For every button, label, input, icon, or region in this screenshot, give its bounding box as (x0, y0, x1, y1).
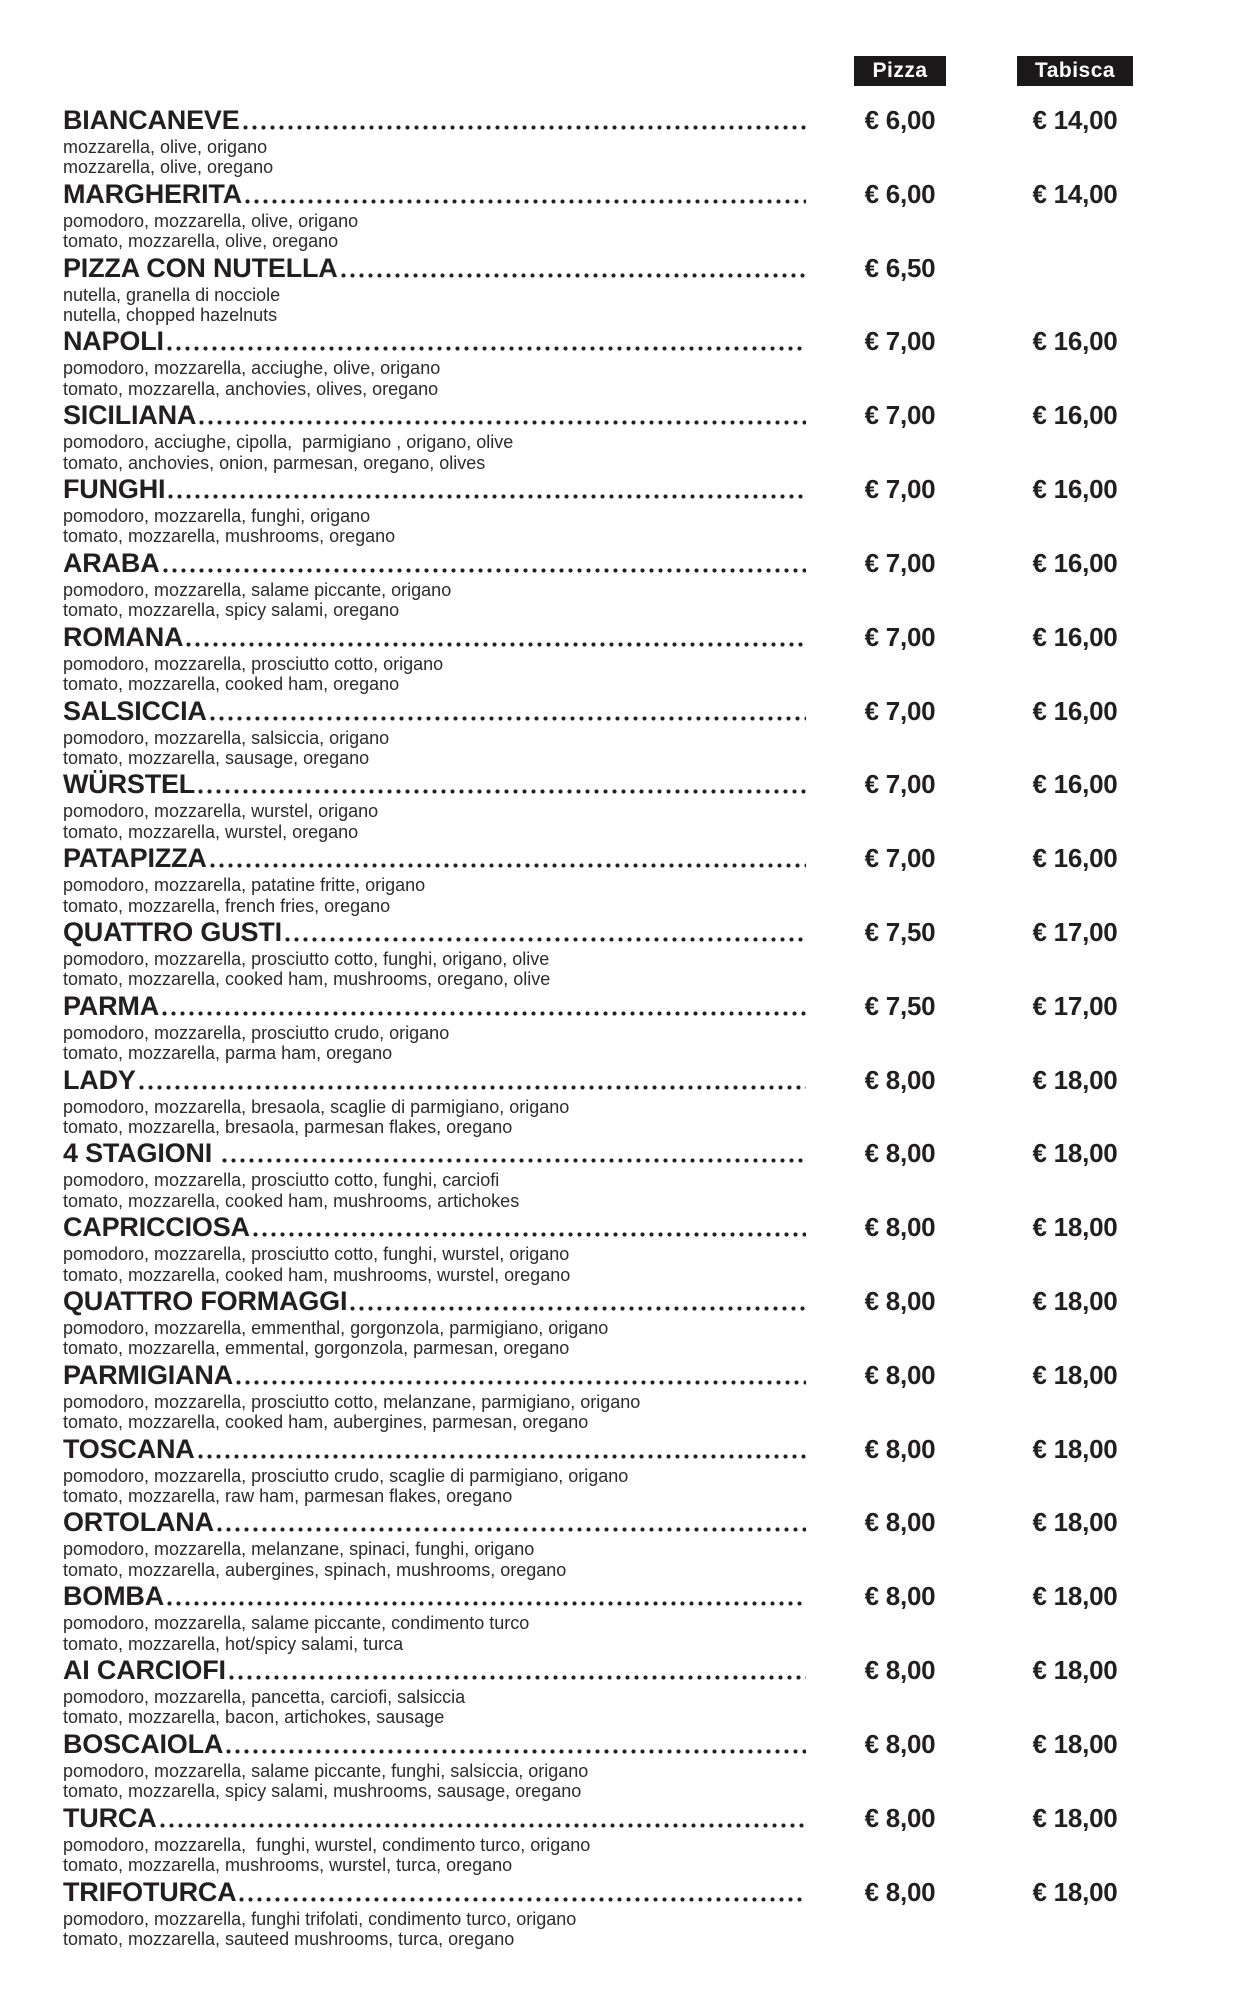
menu-item-ingredients-italian: pomodoro, mozzarella, prosciutto cotto, origano (63, 653, 444, 674)
menu-item-price-pizza: € 8,00 (864, 1359, 936, 1390)
menu-item-name-row (63, 1876, 1166, 1909)
menu-item-price-tabisca: € 18,00 (1032, 1507, 1118, 1538)
menu-item-name-cell (63, 1064, 816, 1097)
menu-item-name-cell (63, 990, 816, 1023)
menu-item-name: ORTOLANA (63, 1507, 214, 1538)
dot-leader (196, 789, 806, 794)
menu-item-name: PARMIGIANA (63, 1359, 233, 1390)
menu-item-price-tabisca (984, 252, 1166, 285)
menu-item (63, 1211, 1166, 1285)
menu-item-price-pizza: € 7,00 (864, 843, 936, 874)
menu-item-price-pizza: € 6,50 (864, 252, 936, 283)
menu-item-price-pizza: € 8,00 (864, 1433, 936, 1464)
menu-item-price-pizza: € 8,00 (864, 1138, 936, 1169)
menu-item-price-pizza: € 8,00 (864, 1581, 936, 1612)
menu-item-name: SALSICCIA (63, 695, 207, 726)
menu-item-name: BOSCAIOLA (63, 1728, 224, 1759)
menu-item-price-pizza: € 7,50 (864, 916, 936, 947)
menu-item-ingredients-english: tomato, mozzarella, olive, oregano (63, 231, 339, 252)
menu-item-price-pizza: € 8,00 (864, 1876, 936, 1907)
dot-leader (243, 199, 806, 204)
menu-item-name-cell (63, 547, 816, 580)
menu-item (63, 178, 1166, 252)
menu-item-name-cell (63, 1728, 816, 1761)
menu-item-price-pizza: € 7,50 (864, 990, 936, 1021)
dot-leader (227, 1675, 806, 1680)
menu-item-name-row (63, 1137, 1166, 1170)
menu-item-ingredients-english: tomato, mozzarella, anchovies, olives, oregano (63, 378, 439, 399)
menu-item (63, 1876, 1166, 1950)
menu-item-price-tabisca: € 17,00 (1032, 916, 1118, 947)
menu-item-name-cell (63, 1137, 816, 1170)
dot-leader (220, 1158, 806, 1163)
menu-item (63, 1580, 1166, 1654)
menu-item-ingredients-english: tomato, mozzarella, cooked ham, oregano (63, 674, 400, 695)
menu-item (63, 990, 1166, 1064)
menu-item-ingredients-italian: pomodoro, mozzarella, acciughe, olive, origano (63, 358, 441, 379)
menu-item-ingredients-english: tomato, mozzarella, cooked ham, mushrooms, artichokes (63, 1190, 520, 1211)
menu-item-price-pizza: € 8,00 (864, 1728, 936, 1759)
menu-item-name: PARMA (63, 990, 159, 1021)
menu-item-ingredients-english: tomato, mozzarella, spicy salami, mushrooms, sausage, oregano (63, 1781, 582, 1802)
dot-leader (348, 1306, 806, 1311)
menu-item-name: WÜRSTEL (63, 769, 196, 800)
menu-item-price-pizza: € 8,00 (864, 1655, 936, 1686)
menu-item-name-row (63, 1285, 1166, 1318)
menu-item-name-row (63, 1211, 1166, 1244)
dot-leader (165, 346, 806, 351)
menu-item-list (63, 104, 1166, 1949)
menu-item-ingredients-italian: pomodoro, mozzarella, prosciutto cotto, funghi, origano, olive (63, 948, 550, 969)
menu-item (63, 399, 1166, 473)
menu-item-price-tabisca: € 16,00 (1032, 400, 1118, 431)
menu-item-price-pizza: € 7,00 (864, 474, 936, 505)
menu-item-name: QUATTRO GUSTI (63, 916, 282, 947)
menu-item-ingredients-italian: pomodoro, mozzarella, olive, origano (63, 210, 359, 231)
menu-item-name: CAPRICCIOSA (63, 1212, 250, 1243)
menu-item-name: PIZZA CON NUTELLA (63, 252, 338, 283)
menu-item-name-cell (63, 1654, 816, 1687)
menu-item-name-cell (63, 1359, 816, 1392)
menu-item-ingredients-english: tomato, mozzarella, wurstel, oregano (63, 821, 359, 842)
menu-item-price-pizza: € 8,00 (864, 1802, 936, 1833)
menu-item-name: SICILIANA (63, 400, 197, 431)
dot-leader (251, 1232, 806, 1237)
dot-leader (165, 1601, 806, 1606)
menu-item-name-cell (63, 621, 816, 654)
menu-item-ingredients-english: tomato, mozzarella, bresaola, parmesan flakes, oregano (63, 1116, 513, 1137)
dot-leader (237, 1897, 806, 1902)
menu-item-name-row (63, 325, 1166, 358)
menu-item-price-pizza: € 8,00 (864, 1286, 936, 1316)
menu-item-price-tabisca: € 18,00 (1032, 1138, 1118, 1169)
menu-item-ingredients-italian: pomodoro, mozzarella, bresaola, scaglie di parmigiano, origano (63, 1096, 570, 1117)
menu-item-name-cell (63, 1876, 816, 1909)
menu-item-name-row (63, 547, 1166, 580)
menu-item-ingredients-english: tomato, mozzarella, cooked ham, mushrooms, wurstel, oregano (63, 1264, 571, 1285)
menu-item-ingredients-italian: pomodoro, mozzarella, funghi trifolati, condimento turco, origano (63, 1908, 577, 1929)
menu-item-ingredients-english: tomato, mozzarella, parma ham, oregano (63, 1043, 393, 1064)
pizza-column-badge: Pizza (854, 56, 945, 86)
dot-leader (224, 1749, 806, 1754)
menu-item-name: NAPOLI (63, 326, 164, 357)
menu-item-ingredients-english: tomato, mozzarella, mushrooms, wurstel, turca, oregano (63, 1855, 513, 1876)
menu-item-price-tabisca: € 18,00 (1032, 1655, 1118, 1686)
menu-item-price-pizza: € 7,00 (864, 326, 936, 357)
menu-item-name-cell (63, 1211, 816, 1244)
menu-item-name: FUNGHI (63, 474, 166, 505)
dot-leader (161, 568, 807, 573)
menu-item-name-cell (63, 1285, 816, 1318)
menu-item-price-pizza: € 7,00 (864, 621, 936, 652)
menu-item (63, 1654, 1166, 1728)
menu-item-price-tabisca: € 16,00 (1032, 326, 1118, 357)
menu-item-ingredients-italian: pomodoro, mozzarella, pancetta, carciofi, salsiccia (63, 1687, 466, 1708)
menu-item-name-cell (63, 178, 816, 211)
menu-item (63, 1359, 1166, 1433)
menu-item-ingredients-english: tomato, mozzarella, hot/spicy salami, turca (63, 1633, 404, 1654)
menu-item-name: TRIFOTURCA (63, 1876, 237, 1907)
menu-item-ingredients-english: tomato, mozzarella, emmental, gorgonzola, parmesan, oregano (63, 1338, 570, 1359)
menu-item (63, 1728, 1166, 1802)
menu-item-price-tabisca: € 18,00 (1032, 1802, 1118, 1833)
menu-item-ingredients-italian: nutella, granella di nocciole (63, 284, 281, 305)
menu-item-name: ROMANA (63, 621, 184, 652)
menu-item-ingredients-italian: pomodoro, acciughe, cipolla, parmigiano , origano, olive (63, 432, 514, 453)
menu-item-ingredients-italian: pomodoro, mozzarella, prosciutto crudo, scaglie di parmigiano, origano (63, 1465, 629, 1486)
menu-item-ingredients-italian: pomodoro, mozzarella, salame piccante, condimento turco (63, 1613, 530, 1634)
menu-item-name-cell (63, 1433, 816, 1466)
dot-leader (234, 1380, 806, 1385)
menu-item-ingredients-italian: pomodoro, mozzarella, salsiccia, origano (63, 727, 390, 748)
menu-item-price-tabisca: € 18,00 (1032, 1286, 1118, 1316)
tabisca-column-badge: Tabisca (1017, 56, 1133, 86)
menu-item-ingredients-italian: mozzarella, olive, origano (63, 137, 268, 157)
menu-item-ingredients-english: nutella, chopped hazelnuts (63, 305, 278, 326)
menu-item (63, 473, 1166, 547)
menu-item (63, 1285, 1166, 1359)
menu-item-ingredients-english: tomato, mozzarella, aubergines, spinach, mushrooms, oregano (63, 1559, 567, 1580)
menu-item (63, 1137, 1166, 1211)
menu-item-price-pizza: € 7,00 (864, 400, 936, 431)
menu-item-price-tabisca: € 17,00 (1032, 990, 1118, 1021)
menu-item-price-tabisca: € 16,00 (1032, 695, 1118, 726)
menu-item-name: ARABA (63, 547, 160, 578)
price-column-header-row (63, 56, 1166, 86)
tabisca-column-header-cell (984, 56, 1166, 86)
menu-item-name-row (63, 842, 1166, 875)
menu-item-price-tabisca: € 18,00 (1032, 1728, 1118, 1759)
menu-item-name-row (63, 178, 1166, 211)
menu-item-ingredients-english: tomato, mozzarella, cooked ham, aubergines, parmesan, oregano (63, 1412, 589, 1433)
menu-item-name: TOSCANA (63, 1433, 195, 1464)
menu-item-name-cell (63, 325, 816, 358)
menu-item-ingredients-english: mozzarella, olive, oregano (63, 157, 274, 178)
menu-item-price-tabisca: € 16,00 (1032, 547, 1118, 578)
dot-leader (283, 937, 806, 942)
menu-item-name-row (63, 473, 1166, 506)
menu-item-name: 4 STAGIONI (63, 1138, 220, 1169)
menu-item-name: QUATTRO FORMAGGI (63, 1286, 348, 1316)
menu-item-name-cell (63, 916, 816, 949)
dot-leader (208, 863, 806, 868)
menu-item-name-row (63, 768, 1166, 801)
menu-item-name-cell (63, 399, 816, 432)
menu-item-name: BOMBA (63, 1581, 164, 1612)
menu-item-name: BIANCANEVE (63, 105, 240, 135)
menu-item (63, 621, 1166, 695)
pizza-column-header-cell (816, 56, 984, 86)
menu-item-ingredients-italian: pomodoro, mozzarella, prosciutto cotto, funghi, wurstel, origano (63, 1244, 570, 1265)
menu-item-name-row (63, 1506, 1166, 1539)
menu-item (63, 1506, 1166, 1580)
menu-item-name-row (63, 621, 1166, 654)
menu-item-ingredients-english: tomato, mozzarella, spicy salami, oregano (63, 600, 400, 621)
menu-item-name-row (63, 252, 1166, 285)
menu-item (63, 1433, 1166, 1507)
menu-item-ingredients-italian: pomodoro, mozzarella, wurstel, origano (63, 801, 379, 822)
menu-item-name-cell (63, 1802, 816, 1835)
menu-item-price-pizza: € 7,00 (864, 769, 936, 800)
menu-item (63, 547, 1166, 621)
dot-leader (208, 716, 806, 721)
dot-leader (339, 273, 806, 278)
dot-leader (184, 642, 806, 647)
menu-item-price-tabisca: € 18,00 (1032, 1581, 1118, 1612)
menu-item-name-cell (63, 252, 816, 285)
menu-item-name-row (63, 1802, 1166, 1835)
menu-item (63, 842, 1166, 916)
menu-item-name-cell (63, 695, 816, 728)
menu-item-ingredients-italian: pomodoro, mozzarella, salame piccante, origano (63, 579, 452, 600)
menu-item-name-cell (63, 1506, 816, 1539)
menu-item-price-tabisca: € 14,00 (1032, 178, 1118, 209)
menu-item-name-row (63, 1580, 1166, 1613)
menu-item-price-tabisca: € 18,00 (1032, 1212, 1118, 1243)
menu-item-ingredients-english: tomato, mozzarella, french fries, oregano (63, 895, 391, 916)
menu-item-ingredients-english: tomato, mozzarella, raw ham, parmesan flakes, oregano (63, 1486, 513, 1507)
menu-item (63, 104, 1166, 178)
menu-item-ingredients-italian: pomodoro, mozzarella, funghi, wurstel, condimento turco, origano (63, 1834, 591, 1855)
dot-leader (160, 1011, 806, 1016)
menu-item (63, 1802, 1166, 1876)
menu-item-name-row (63, 916, 1166, 949)
menu-item-ingredients-italian: pomodoro, mozzarella, prosciutto cotto, funghi, carciofi (63, 1170, 500, 1191)
menu-item (63, 916, 1166, 990)
menu-item-price-tabisca: € 18,00 (1032, 1359, 1118, 1390)
menu-item-ingredients-english: tomato, mozzarella, sausage, oregano (63, 747, 370, 768)
dot-leader (215, 1527, 806, 1532)
menu-item-name: LADY (63, 1064, 136, 1095)
menu-item-name-cell (63, 842, 816, 875)
menu-item-price-pizza: € 8,00 (864, 1212, 936, 1243)
menu-item-name: TURCA (63, 1802, 157, 1833)
menu-item-ingredients-italian: pomodoro, mozzarella, prosciutto crudo, origano (63, 1022, 450, 1043)
menu-item (63, 695, 1166, 769)
menu-item-name-row (63, 104, 1166, 137)
menu-item (63, 325, 1166, 399)
menu-item-name-cell (63, 473, 816, 506)
menu-item-ingredients-italian: pomodoro, mozzarella, melanzane, spinaci, funghi, origano (63, 1539, 535, 1560)
dot-leader (196, 1454, 806, 1459)
menu-item-price-pizza: € 7,00 (864, 547, 936, 578)
menu-item-price-tabisca: € 14,00 (1032, 105, 1118, 135)
menu-item-name-cell (63, 1580, 816, 1613)
menu-item-price-tabisca: € 18,00 (1032, 1064, 1118, 1095)
dot-leader (166, 494, 806, 499)
menu-item-price-tabisca: € 18,00 (1032, 1876, 1118, 1907)
menu-item-name-row (63, 399, 1166, 432)
menu-item-name-row (63, 1064, 1166, 1097)
menu-item-name-row (63, 695, 1166, 728)
menu-item-name: PATAPIZZA (63, 843, 207, 874)
menu-item-price-pizza: € 8,00 (864, 1064, 936, 1095)
menu-item (63, 252, 1166, 326)
menu-item-ingredients-english: tomato, anchovies, onion, parmesan, oregano, olives (63, 452, 486, 473)
menu-item-ingredients-english: tomato, mozzarella, mushrooms, oregano (63, 526, 396, 547)
menu-item-price-tabisca: € 16,00 (1032, 843, 1118, 874)
menu-item-name-row (63, 1654, 1166, 1687)
menu-item-price-pizza: € 8,00 (864, 1507, 936, 1538)
menu-item-ingredients-italian: pomodoro, mozzarella, salame piccante, funghi, salsiccia, origano (63, 1760, 589, 1781)
menu-item-ingredients-italian: pomodoro, mozzarella, prosciutto cotto, melanzane, parmigiano, origano (63, 1391, 641, 1412)
menu-item-ingredients-italian: pomodoro, mozzarella, funghi, origano (63, 506, 371, 527)
menu-item-name-row (63, 990, 1166, 1023)
menu-item-ingredients-english: tomato, mozzarella, bacon, artichokes, sausage (63, 1707, 445, 1728)
menu-item-price-tabisca: € 16,00 (1032, 474, 1118, 505)
menu-item-name-row (63, 1728, 1166, 1761)
menu-item-ingredients-english: tomato, mozzarella, sauteed mushrooms, turca, oregano (63, 1928, 515, 1949)
menu-item-price-tabisca: € 18,00 (1032, 1433, 1118, 1464)
menu-item-price-pizza: € 7,00 (864, 695, 936, 726)
menu-item-ingredients-italian: pomodoro, mozzarella, patatine fritte, origano (63, 875, 426, 896)
dot-leader (137, 1085, 806, 1090)
menu-item (63, 1064, 1166, 1138)
menu-item-price-tabisca: € 16,00 (1032, 769, 1118, 800)
menu-item (63, 768, 1166, 842)
menu-item-price-tabisca: € 16,00 (1032, 621, 1118, 652)
menu-item-name-cell (63, 104, 816, 137)
menu-item-price-pizza: € 6,00 (864, 105, 936, 135)
menu-item-name-row (63, 1359, 1166, 1392)
dot-leader (241, 125, 806, 130)
menu-item-price-pizza: € 6,00 (864, 178, 936, 209)
menu-item-name: MARGHERITA (63, 178, 242, 209)
dot-leader (158, 1823, 807, 1828)
menu-item-name: AI CARCIOFI (63, 1655, 226, 1686)
menu-item-ingredients-english: tomato, mozzarella, cooked ham, mushrooms, oregano, olive (63, 969, 551, 990)
dot-leader (197, 420, 806, 425)
menu-item-name-cell (63, 768, 816, 801)
menu-item-name-row (63, 1433, 1166, 1466)
menu-item-ingredients-italian: pomodoro, mozzarella, emmenthal, gorgonzola, parmigiano, origano (63, 1318, 609, 1338)
